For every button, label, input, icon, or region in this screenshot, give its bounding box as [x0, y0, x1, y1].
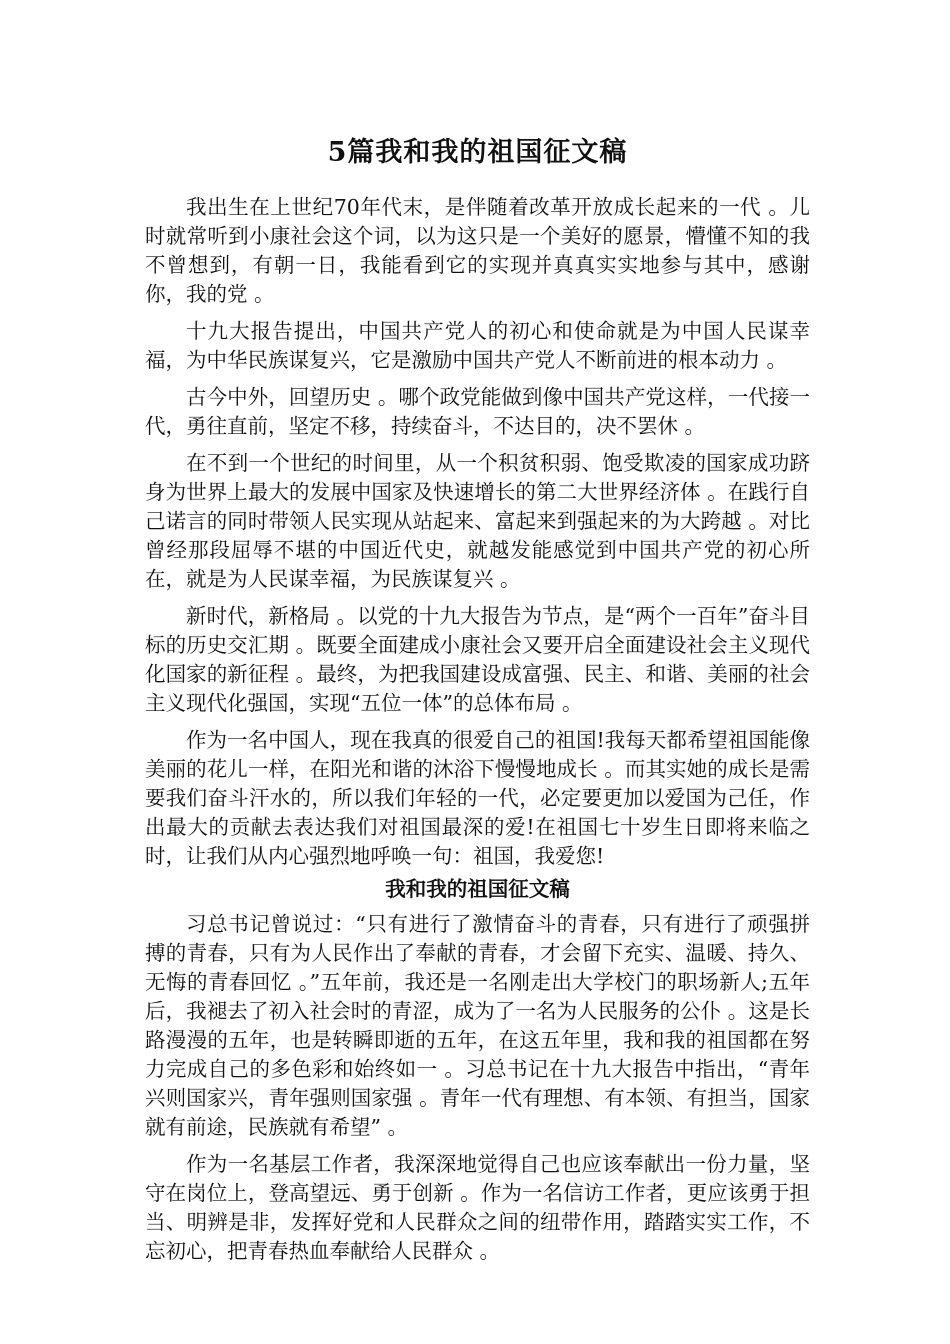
paragraph: 新时代，新格局 。以党的十九大报告为节点，是“两个一百年”奋斗目标的历史交汇期 。既要全面建成小康社会又要开启全面建设社会主义现代化国家的新征程 。最终，为把我国建设成富强、民主、和谐、美丽的社会主义现代化强国，实现“五位一体”的总体布局 。 — [145, 604, 810, 715]
paragraph: 作为一名中国人，现在我真的很爱自己的祖国!我每天都希望祖国能像美丽的花儿一样，在阳光和谐的沐浴下慢慢地成长 。而其实她的成长是需要我们奋斗汗水的，所以我们年轻的一代，必定要更加以爱国为己任，作出最大的贡献去表达我们对祖国最深的爱!在祖国七十岁生日即将来临之时，让我们从内心强烈地呼唤一句：祖国，我爱您! — [145, 728, 810, 868]
paragraph: 我出生在上世纪70年代末，是伴随着改革开放成长起来的一代 。儿时就常听到小康社会这个词，以为这只是一个美好的愿景，懵懂不知的我不曾想到，有朝一日，我能看到它的实现并真真实实地参与其中，感谢你，我的党 。 — [145, 195, 810, 306]
section-heading: 我和我的祖国征文稿 — [385, 877, 570, 901]
paragraph: 习总书记曾说过：“只有进行了激情奋斗的青春，只有进行了顽强拼搏的青春，只有为人民作出了奉献的青春，才会留下充实、温暖、持久、无悔的青春回忆 。”五年前，我还是一名刚走出大学校门的职场新人;五年后，我褪去了初入社会时的青涩，成为了一名为人民服务的公仆 。这是长路漫漫的五年，也是转瞬即逝的五年，在这五年里，我和我的祖国都在努力完成自己的多色彩和始终如一 。习总书记在十九大报告中指出，“青年兴则国家兴，青年强则国家强 。青年一代有理想、有本领、有担当，国家就有前途，民族就有希望” 。 — [145, 912, 810, 1139]
paragraph: 古今中外，回望历史 。哪个政党能做到像中国共产党这样，一代接一代，勇往直前，坚定不移，持续奋斗，不达目的，决不罢休 。 — [145, 385, 810, 438]
paragraph: 在不到一个世纪的时间里，从一个积贫积弱、饱受欺凌的国家成功跻身为世界上最大的发展中国家及快速增长的第二大世界经济体 。在践行自己诺言的同时带领人民实现从站起来、富起来到强起来的为大跨越 。对比曾经那段屈辱不堪的中国近代史，就越发能感觉到中国共产党的初心所在，就是为人民谋幸福，为民族谋复兴 。 — [145, 451, 810, 591]
document-title: 5篇我和我的祖国征文稿 — [327, 137, 628, 168]
paragraph: 十九大报告提出，中国共产党人的初心和使命就是为中国人民谋幸福，为中华民族谋复兴，它是激励中国共产党人不断前进的根本动力 。 — [145, 319, 810, 372]
paragraph: 作为一名基层工作者，我深深地觉得自己也应该奉献出一份力量，坚守在岗位上，登高望远、勇于创新 。作为一名信访工作者，更应该勇于担当、明辨是非，发挥好党和人民群众之间的纽带作用，踏踏实实工作，不忘初心，把青春热血奉献给人民群众 。 — [145, 1152, 810, 1263]
document-body — [145, 130, 810, 1274]
